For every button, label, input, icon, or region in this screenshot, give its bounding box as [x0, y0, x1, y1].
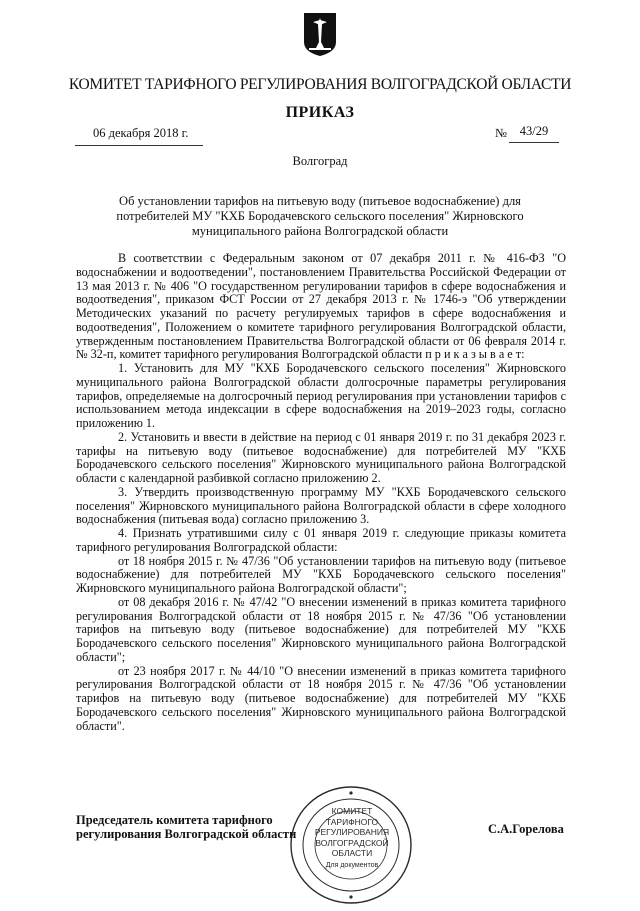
- number-label: №: [495, 126, 507, 140]
- paragraph-item-1: 1. Установить для МУ "КХБ Бородачевского сельского поселения" Жирновского муниципального района Волгоградской области долгосрочные параметры регулирования тарифов, определяемые на долгосрочный период регулирования при установлении тарифов с использованием метода индексации в сфере водоснабжения на 2019–2023 годы, согласно приложению 1.: [76, 361, 566, 430]
- signatory-name: С.А.Горелова: [488, 822, 564, 836]
- paragraph-repeal-2: от 08 декабря 2016 г. № 47/42 "О внесении изменений в приказ комитета тарифного регулирования Волгоградской области от 18 ноября 2015 г. № 47/36 "Об установлении тарифов на питьевую воду (питьевое водоснабжение) для потребителей МУ "КХБ Бородачевского сельского поселения" Жирновского муниципального района Волгоградской области";: [76, 594, 566, 664]
- paragraph-item-4: 4. Признать утратившими силу с 01 января 2019 г. следующие приказы комитета тарифного регулирования Волгоградской области:: [76, 526, 566, 554]
- paragraph-preamble: В соответствии с Федеральным законом от 07 декабря 2011 г. № 416-ФЗ "О водоснабжении и водоотведении", постановлением Правительства Российской Федерации от 13 мая 2013 г. № 406 "О государственном регулировании тарифов в сфере водоснабжения и водоотведения", приказом ФСТ России от 27 декабря 2013 г. № 1746-э "Об утверждении Методических указаний по расчету регулируемых тарифов в сфере водоснабжения и водоотведения", Положением о комитете тарифного регулирования Волгоградской области, утвержденным постановлением Правительства Волгоградской области от 06 февраля 2014 г. № 32-п, комитет тарифного регулирования Волгоградской области п р и к а з ы в а е т:: [76, 251, 566, 362]
- stamp-line: ТАРИФНОГО: [325, 816, 379, 827]
- document-type: ПРИКАЗ: [285, 104, 355, 121]
- paragraph-repeal-1: от 18 ноября 2015 г. № 47/36 "Об установлении тарифов на питьевую воду (питьевое водоснабжение) для потребителей МУ "КХБ Бородачевского сельского поселения" Жирновского муниципального района Волгоградской области";: [76, 553, 566, 595]
- date-underline: [75, 145, 203, 146]
- stamp-text: [306, 806, 398, 871]
- document-subject: Об установлении тарифов на питьевую воду (питьевое водоснабжение) для потребителей МУ "КХБ Бородачевского сельского поселения" Жирновского муниципального района Волгоградской области: [116, 194, 524, 238]
- stamp-line: РЕГУЛИРОВАНИЯ: [314, 827, 390, 837]
- stamp-line: КОМИТЕТ: [331, 806, 373, 816]
- paragraph-repeal-3: от 23 ноября 2017 г. № 44/10 "О внесении изменений в приказ комитета тарифного регулирования Волгоградской области от 18 ноября 2015 г. № 47/36 "Об установлении тарифов на питьевую воду (питьевое водоснабжение) для потребителей МУ "КХБ Бородачевского сельского поселения" Жирновского муниципального района Волгоградской области".: [76, 663, 566, 733]
- stamp-line: ВОЛГОГРАДСКОЙ: [315, 837, 389, 848]
- document-number: 43/29: [519, 124, 549, 138]
- document-date: 06 декабря 2018 г.: [93, 126, 189, 140]
- coat-of-arms-icon: [303, 12, 337, 57]
- document-body: [76, 252, 566, 733]
- paragraph-item-3: 3. Утвердить производственную программу МУ "КХБ Бородачевского сельского поселения" Жирновского муниципального района Волгоградской области в сфере холодного водоснабжения (питьевая вода) согласно приложению 3.: [76, 484, 566, 527]
- number-underline: [509, 142, 559, 143]
- signatory-position-line1: Председатель комитета тарифного: [76, 813, 273, 827]
- stamp-line: Для документов: [325, 861, 379, 869]
- signatory-position: [76, 814, 296, 841]
- organization-title: КОМИТЕТ ТАРИФНОГО РЕГУЛИРОВАНИЯ ВОЛГОГРАДСКОЙ ОБЛАСТИ: [68, 76, 572, 93]
- signatory-position-line2: регулирования Волгоградской области: [76, 826, 297, 841]
- city: Волгоград: [292, 154, 348, 168]
- paragraph-item-2: 2. Установить и ввести в действие на период с 01 января 2019 г. по 31 декабря 2023 г. тарифы на питьевую воду (питьевое водоснабжение) для потребителей МУ "КХБ Бородачевского сельского поселения" Жирновского муниципального района Волгоградской области с календарной разбивкой согласно приложению 2.: [76, 429, 566, 485]
- stamp-line: ОБЛАСТИ: [331, 848, 373, 858]
